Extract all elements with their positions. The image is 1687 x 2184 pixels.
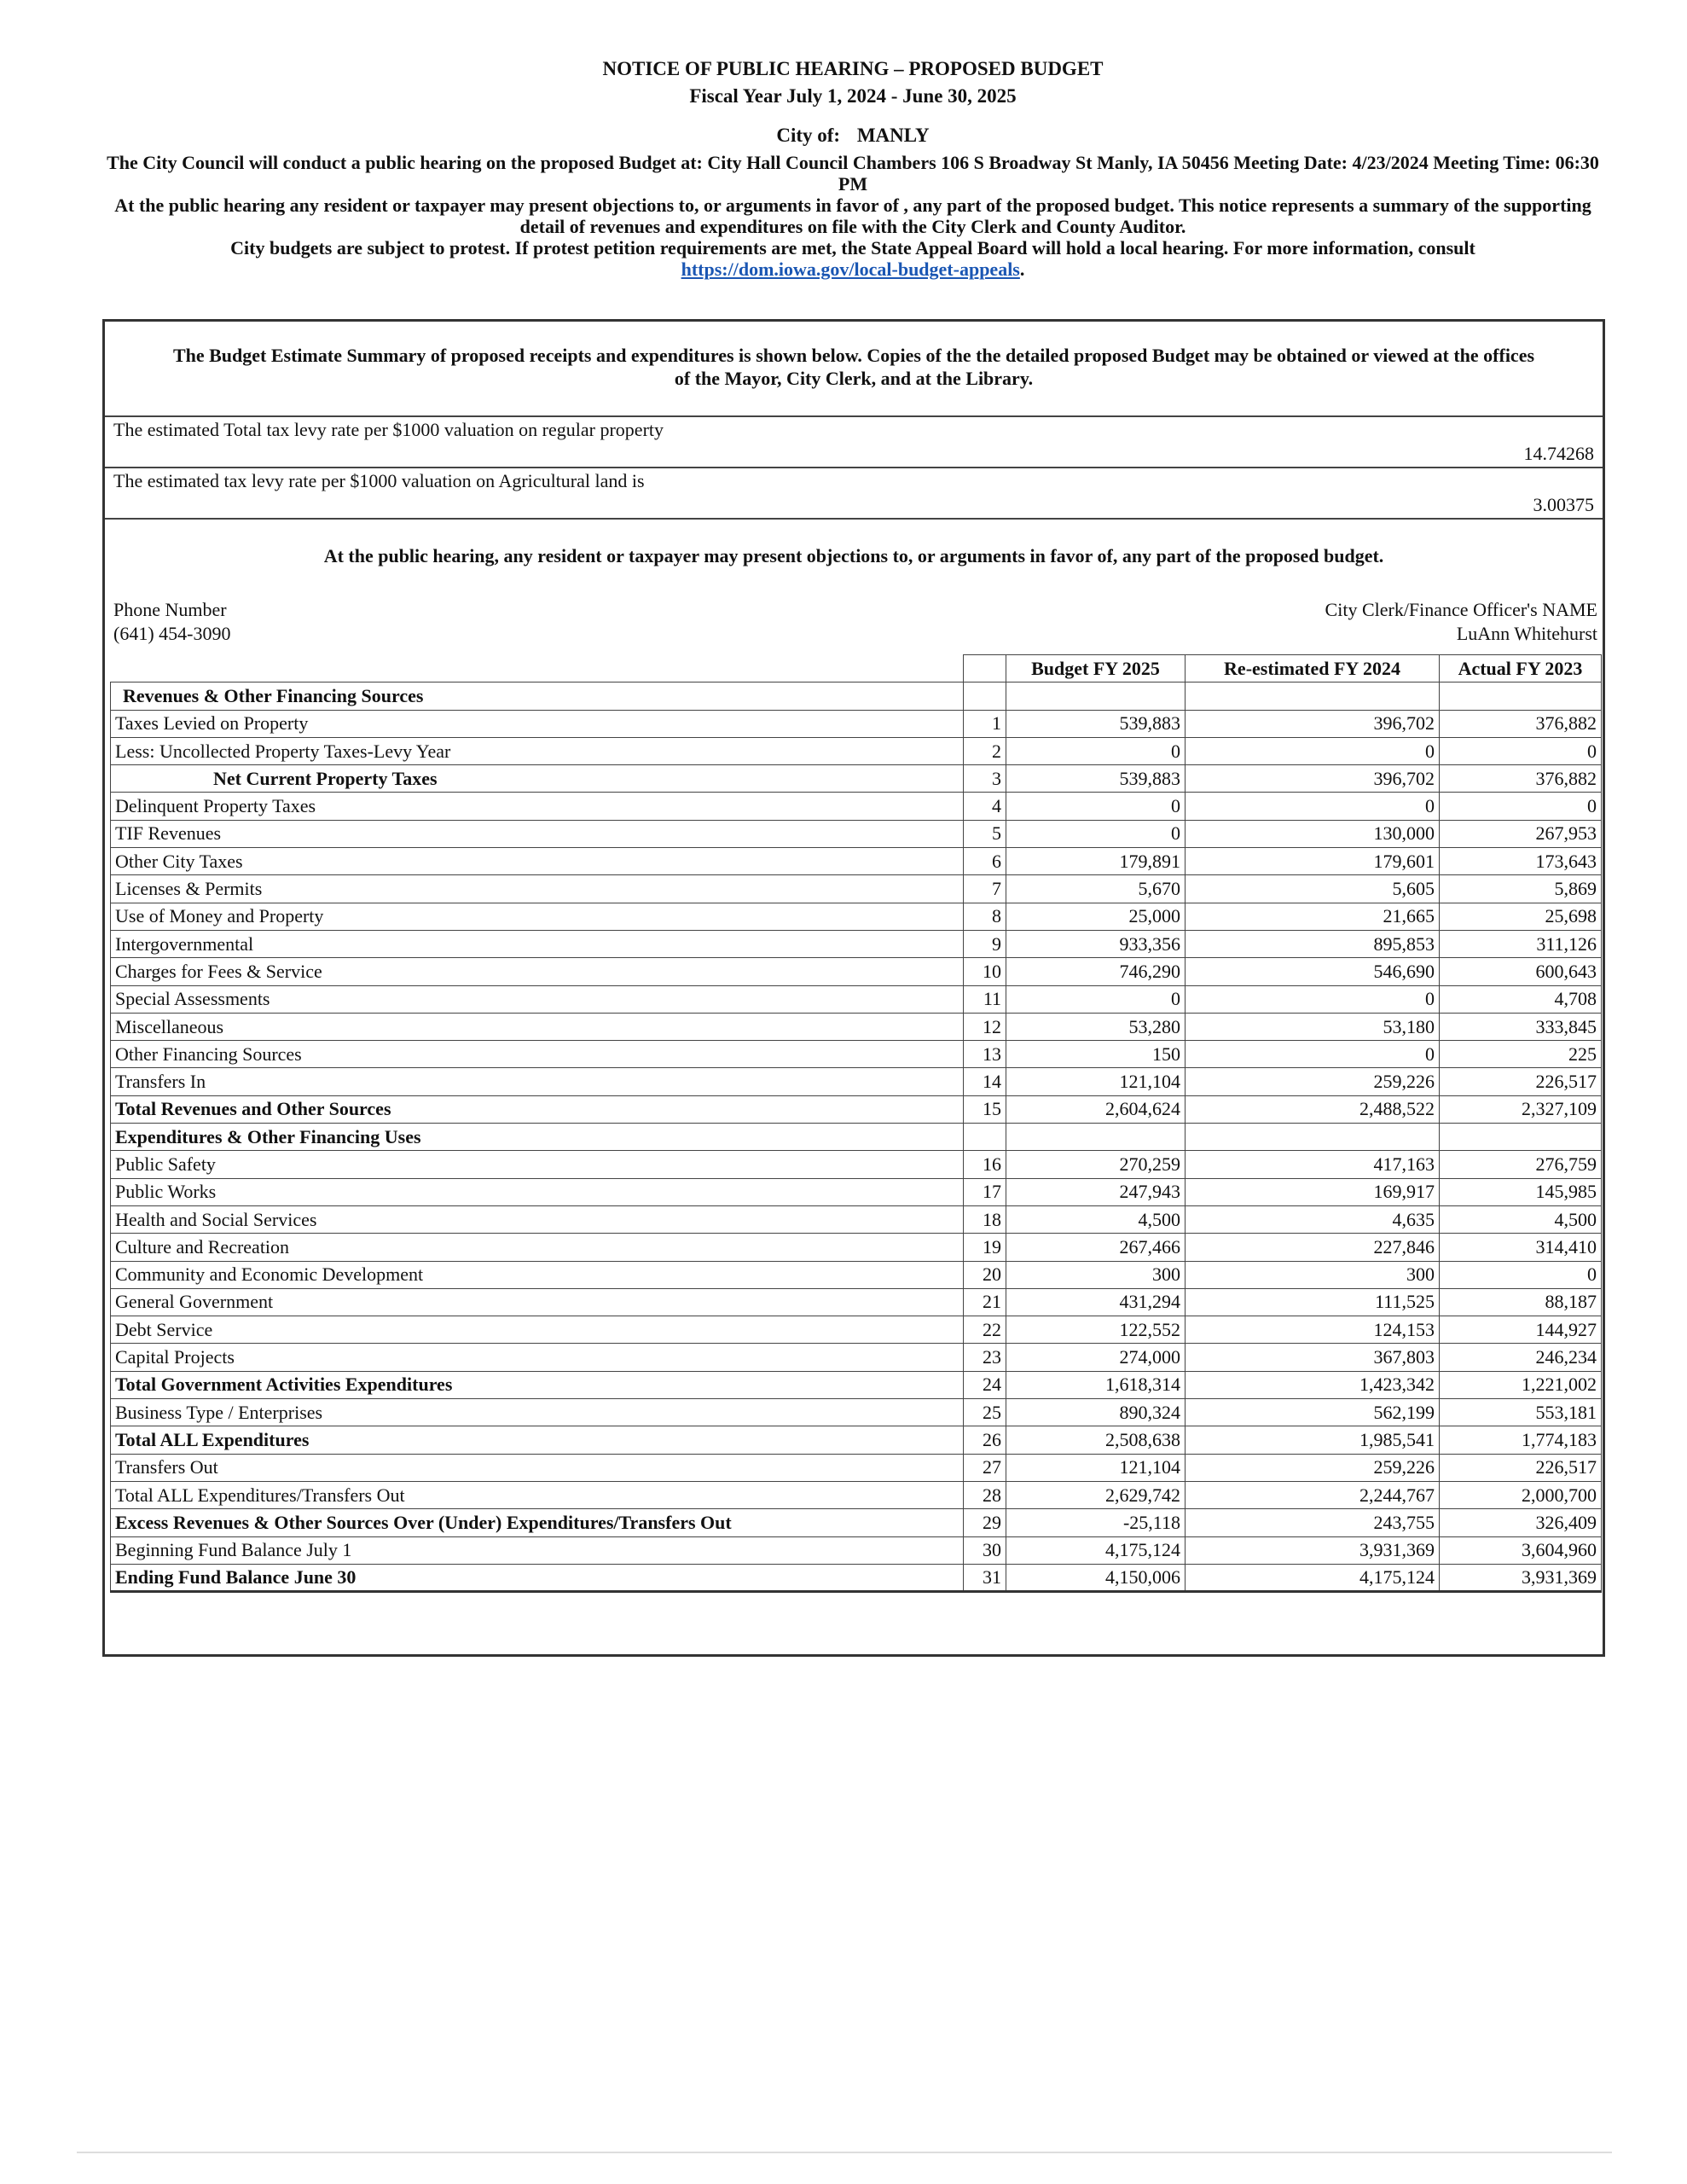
actual-fy2023-cell: 246,234 [1440,1344,1602,1371]
line-number: 17 [964,1178,1006,1205]
re-estimated-fy2024-cell: 396,702 [1186,765,1440,793]
table-row [111,1481,1602,1508]
actual-fy2023-cell: 311,126 [1440,930,1602,957]
budget-fy2025-cell: 270,259 [1006,1151,1186,1178]
row-label: Total ALL Expenditures [111,1426,964,1454]
line-number: 20 [964,1261,1006,1288]
actual-fy2023-cell: 3,931,369 [1440,1564,1602,1591]
regular-rate-label: The estimated Total tax levy rate per $1000 valuation on regular property [113,419,664,440]
row-label: Culture and Recreation [111,1234,964,1261]
re-estimated-fy2024-cell: 1,985,541 [1186,1426,1440,1454]
row-label: Expenditures & Other Financing Uses [111,1124,964,1151]
table-row [111,1124,1602,1151]
row-label: Miscellaneous [111,1013,964,1040]
re-estimated-fy2024-cell: 0 [1186,985,1440,1013]
table-row [111,1041,1602,1068]
actual-fy2023-cell: 2,000,700 [1440,1481,1602,1508]
re-estimated-fy2024-cell: 179,601 [1186,848,1440,875]
page-edge-line [77,2152,1612,2153]
ag-rate-label: The estimated tax levy rate per $1000 valuation on Agricultural land is [113,470,645,491]
protest-text [102,237,1603,280]
line-number: 22 [964,1316,1006,1344]
actual-fy2023-cell [1440,1124,1602,1151]
budget-fy2025-cell [1006,682,1186,710]
actual-fy2023-cell: 553,181 [1440,1399,1602,1426]
re-estimated-fy2024-cell: 1,423,342 [1186,1371,1440,1398]
row-label: Total Government Activities Expenditures [111,1371,964,1398]
actual-fy2023-cell: 326,409 [1440,1509,1602,1536]
line-number: 1 [964,710,1006,737]
table-row [111,682,1602,710]
table-row [111,1288,1602,1316]
table-row [111,1509,1602,1536]
re-estimated-fy2024-cell: 367,803 [1186,1344,1440,1371]
row-label: Total ALL Expenditures/Transfers Out [111,1481,964,1508]
divider [105,467,1603,468]
row-label: General Government [111,1288,964,1316]
table-row [111,1178,1602,1205]
row-label: Net Current Property Taxes [111,765,964,793]
line-number: 11 [964,985,1006,1013]
re-estimated-fy2024-cell: 0 [1186,1041,1440,1068]
budget-fy2025-cell: 0 [1006,985,1186,1013]
line-number: 10 [964,958,1006,985]
hearing-location-text: The City Council will conduct a public hearing on the proposed Budget at: City Hall Council Chambers 106 S Broadway St Manly, IA 50456 Meeting Date: 4/23/2024 Meeting Time: 06:30 PM [107,152,1599,195]
actual-fy2023-cell: 314,410 [1440,1234,1602,1261]
row-label: Other City Taxes [111,848,964,875]
re-estimated-fy2024-cell: 4,175,124 [1186,1564,1440,1591]
budget-fy2025-cell: 2,508,638 [1006,1426,1186,1454]
re-estimated-fy2024-cell: 396,702 [1186,710,1440,737]
column-header: Actual FY 2023 [1440,655,1602,682]
re-estimated-fy2024-cell: 546,690 [1186,958,1440,985]
re-estimated-fy2024-cell: 111,525 [1186,1288,1440,1316]
notice-title: NOTICE OF PUBLIC HEARING – PROPOSED BUDGET [602,58,1104,79]
actual-fy2023-cell: 1,221,002 [1440,1371,1602,1398]
budget-summary-box [102,319,1605,1657]
public-hearing-note: At the public hearing, any resident or taxpayer may present objections to, or arguments in favor of, any part of the proposed budget. [323,545,1384,566]
budget-fy2025-cell: 300 [1006,1261,1186,1288]
budget-table [110,654,1602,1593]
actual-fy2023-cell: 267,953 [1440,820,1602,847]
table-row [111,903,1602,930]
re-estimated-fy2024-cell: 53,180 [1186,1013,1440,1040]
row-label: Health and Social Services [111,1205,964,1233]
re-estimated-fy2024-cell: 4,635 [1186,1205,1440,1233]
table-row [111,1454,1602,1481]
line-number [964,682,1006,710]
table-row [111,1095,1602,1123]
row-label: Intergovernmental [111,930,964,957]
clerk-label: City Clerk/Finance Officer's NAME [1325,599,1597,620]
table-row [111,985,1602,1013]
appeals-link[interactable]: https://dom.iowa.gov/local-budget-appeals [681,258,1020,280]
line-number: 12 [964,1013,1006,1040]
actual-fy2023-cell: 226,517 [1440,1068,1602,1095]
budget-fy2025-cell: 0 [1006,820,1186,847]
budget-fy2025-cell: 121,104 [1006,1068,1186,1095]
re-estimated-fy2024-cell: 0 [1186,793,1440,820]
actual-fy2023-cell: 0 [1440,1261,1602,1288]
table-row [111,1151,1602,1178]
line-number: 26 [964,1426,1006,1454]
row-label: Public Safety [111,1151,964,1178]
line-number: 9 [964,930,1006,957]
row-label: Excess Revenues & Other Sources Over (Under) Expenditures/Transfers Out [111,1509,964,1536]
table-row [111,737,1602,764]
column-header: Budget FY 2025 [1006,655,1186,682]
actual-fy2023-cell: 0 [1440,737,1602,764]
line-number [964,1124,1006,1151]
line-number: 7 [964,875,1006,903]
line-number: 27 [964,1454,1006,1481]
actual-fy2023-cell: 0 [1440,793,1602,820]
re-estimated-fy2024-cell: 130,000 [1186,820,1440,847]
phone-block [113,598,230,646]
objections-text: At the public hearing any resident or taxpayer may present objections to, or arguments in favor of , any part of the proposed budget. This notice represents a summary of the supporting detail of revenues and expenditures on file with the City Clerk and County Auditor. [114,195,1591,237]
line-number: 24 [964,1371,1006,1398]
re-estimated-fy2024-cell: 2,244,767 [1186,1481,1440,1508]
actual-fy2023-cell: 226,517 [1440,1454,1602,1481]
actual-fy2023-cell: 333,845 [1440,1013,1602,1040]
row-label: Capital Projects [111,1344,964,1371]
actual-fy2023-cell: 4,500 [1440,1205,1602,1233]
line-number: 8 [964,903,1006,930]
row-label: Licenses & Permits [111,875,964,903]
budget-fy2025-cell: 5,670 [1006,875,1186,903]
budget-fy2025-cell: 267,466 [1006,1234,1186,1261]
re-estimated-fy2024-cell [1186,682,1440,710]
city-label: City of: [776,125,841,146]
regular-rate-value: 14.74268 [1523,443,1594,464]
table-row [111,1344,1602,1371]
line-number: 6 [964,848,1006,875]
row-label: Other Financing Sources [111,1041,964,1068]
re-estimated-fy2024-cell: 169,917 [1186,1178,1440,1205]
divider [105,518,1603,520]
row-label: Use of Money and Property [111,903,964,930]
actual-fy2023-cell [1440,682,1602,710]
phone-number: (641) 454-3090 [113,623,231,644]
line-number: 21 [964,1288,1006,1316]
row-label: Taxes Levied on Property [111,710,964,737]
row-label: Debt Service [111,1316,964,1344]
actual-fy2023-cell: 25,698 [1440,903,1602,930]
re-estimated-fy2024-cell: 259,226 [1186,1454,1440,1481]
line-number: 25 [964,1399,1006,1426]
budget-fy2025-cell: 933,356 [1006,930,1186,957]
budget-fy2025-cell: 274,000 [1006,1344,1186,1371]
budget-fy2025-cell: 4,150,006 [1006,1564,1186,1591]
actual-fy2023-cell: 376,882 [1440,765,1602,793]
re-estimated-fy2024-cell: 243,755 [1186,1509,1440,1536]
clerk-name: LuAnn Whitehurst [1456,623,1597,644]
budget-fy2025-cell: 4,175,124 [1006,1536,1186,1564]
row-label: Transfers In [111,1068,964,1095]
budget-fy2025-cell: 122,552 [1006,1316,1186,1344]
table-row [111,1013,1602,1040]
budget-fy2025-cell [1006,1124,1186,1151]
table-row [111,958,1602,985]
actual-fy2023-cell: 88,187 [1440,1288,1602,1316]
table-row [111,1371,1602,1398]
notice-header [102,56,1603,280]
table-row [111,1564,1602,1591]
budget-fy2025-cell: 0 [1006,737,1186,764]
budget-fy2025-cell: 25,000 [1006,903,1186,930]
line-number: 29 [964,1509,1006,1536]
re-estimated-fy2024-cell: 3,931,369 [1186,1536,1440,1564]
re-estimated-fy2024-cell: 300 [1186,1261,1440,1288]
actual-fy2023-cell: 225 [1440,1041,1602,1068]
city-name: MANLY [856,125,930,146]
re-estimated-fy2024-cell: 5,605 [1186,875,1440,903]
clerk-block [1325,598,1597,646]
table-row [111,765,1602,793]
budget-fy2025-cell: 53,280 [1006,1013,1186,1040]
budget-fy2025-cell: 746,290 [1006,958,1186,985]
row-label: Ending Fund Balance June 30 [111,1564,964,1591]
actual-fy2023-cell: 276,759 [1440,1151,1602,1178]
line-number: 31 [964,1564,1006,1591]
row-label: Special Assessments [111,985,964,1013]
row-label: Beginning Fund Balance July 1 [111,1536,964,1564]
table-row [111,875,1602,903]
line-number: 14 [964,1068,1006,1095]
line-number: 13 [964,1041,1006,1068]
table-row [111,793,1602,820]
table-row [111,1234,1602,1261]
budget-fy2025-cell: 121,104 [1006,1454,1186,1481]
protest-text-body: City budgets are subject to protest. If protest petition requirements are met, the State Appeal Board will hold a local hearing. For more information, consult [230,237,1475,258]
re-estimated-fy2024-cell: 21,665 [1186,903,1440,930]
table-row [111,1316,1602,1344]
actual-fy2023-cell: 600,643 [1440,958,1602,985]
table-row [111,820,1602,847]
table-row [111,710,1602,737]
table-row [111,1426,1602,1454]
actual-fy2023-cell: 376,882 [1440,710,1602,737]
table-row [111,1068,1602,1095]
re-estimated-fy2024-cell: 124,153 [1186,1316,1440,1344]
re-estimated-fy2024-cell: 895,853 [1186,930,1440,957]
line-number: 23 [964,1344,1006,1371]
table-row [111,848,1602,875]
ag-rate-value: 3.00375 [1533,494,1594,515]
line-number: 15 [964,1095,1006,1123]
actual-fy2023-cell: 5,869 [1440,875,1602,903]
column-header: Re-estimated FY 2024 [1186,655,1440,682]
actual-fy2023-cell: 4,708 [1440,985,1602,1013]
line-number: 19 [964,1234,1006,1261]
re-estimated-fy2024-cell: 562,199 [1186,1399,1440,1426]
city-line [102,123,1603,148]
line-number: 2 [964,737,1006,764]
table-row [111,1536,1602,1564]
row-label: Transfers Out [111,1454,964,1481]
re-estimated-fy2024-cell: 259,226 [1186,1068,1440,1095]
row-label: Less: Uncollected Property Taxes-Levy Year [111,737,964,764]
table-row [111,1205,1602,1233]
actual-fy2023-cell: 144,927 [1440,1316,1602,1344]
line-number: 5 [964,820,1006,847]
line-number: 16 [964,1151,1006,1178]
re-estimated-fy2024-cell: 417,163 [1186,1151,1440,1178]
budget-fy2025-cell: 890,324 [1006,1399,1186,1426]
budget-fy2025-cell: -25,118 [1006,1509,1186,1536]
actual-fy2023-cell: 3,604,960 [1440,1536,1602,1564]
actual-fy2023-cell: 173,643 [1440,848,1602,875]
table-row [111,930,1602,957]
phone-label: Phone Number [113,599,227,620]
budget-fy2025-cell: 2,629,742 [1006,1481,1186,1508]
budget-fy2025-cell: 247,943 [1006,1178,1186,1205]
budget-fy2025-cell: 179,891 [1006,848,1186,875]
line-number: 30 [964,1536,1006,1564]
re-estimated-fy2024-cell: 227,846 [1186,1234,1440,1261]
row-label: Total Revenues and Other Sources [111,1095,964,1123]
row-label: Charges for Fees & Service [111,958,964,985]
line-number: 28 [964,1481,1006,1508]
table-row [111,1399,1602,1426]
budget-fy2025-cell: 1,618,314 [1006,1371,1186,1398]
budget-fy2025-cell: 539,883 [1006,710,1186,737]
table-header-line [964,655,1006,682]
row-label: Delinquent Property Taxes [111,793,964,820]
line-number: 4 [964,793,1006,820]
table-header-blank [111,655,964,682]
budget-fy2025-cell: 0 [1006,793,1186,820]
re-estimated-fy2024-cell: 2,488,522 [1186,1095,1440,1123]
row-label: TIF Revenues [111,820,964,847]
budget-fy2025-cell: 539,883 [1006,765,1186,793]
budget-fy2025-cell: 150 [1006,1041,1186,1068]
line-number: 3 [964,765,1006,793]
budget-fy2025-cell: 431,294 [1006,1288,1186,1316]
actual-fy2023-cell: 1,774,183 [1440,1426,1602,1454]
table-row [111,1261,1602,1288]
fiscal-year: Fiscal Year July 1, 2024 - June 30, 2025 [689,85,1017,107]
divider [105,415,1603,417]
row-label: Community and Economic Development [111,1261,964,1288]
re-estimated-fy2024-cell [1186,1124,1440,1151]
budget-fy2025-cell: 4,500 [1006,1205,1186,1233]
line-number: 18 [964,1205,1006,1233]
row-label: Business Type / Enterprises [111,1399,964,1426]
actual-fy2023-cell: 145,985 [1440,1178,1602,1205]
row-label: Public Works [111,1178,964,1205]
summary-intro: The Budget Estimate Summary of proposed receipts and expenditures is shown below. Copies of the the detailed proposed Budget may be obtained or viewed at the offices of the Mayor, City Clerk, and at the Library. [172,345,1535,389]
re-estimated-fy2024-cell: 0 [1186,737,1440,764]
actual-fy2023-cell: 2,327,109 [1440,1095,1602,1123]
row-label: Revenues & Other Financing Sources [111,682,964,710]
budget-fy2025-cell: 2,604,624 [1006,1095,1186,1123]
appeals-link-suffix: . [1019,258,1025,280]
